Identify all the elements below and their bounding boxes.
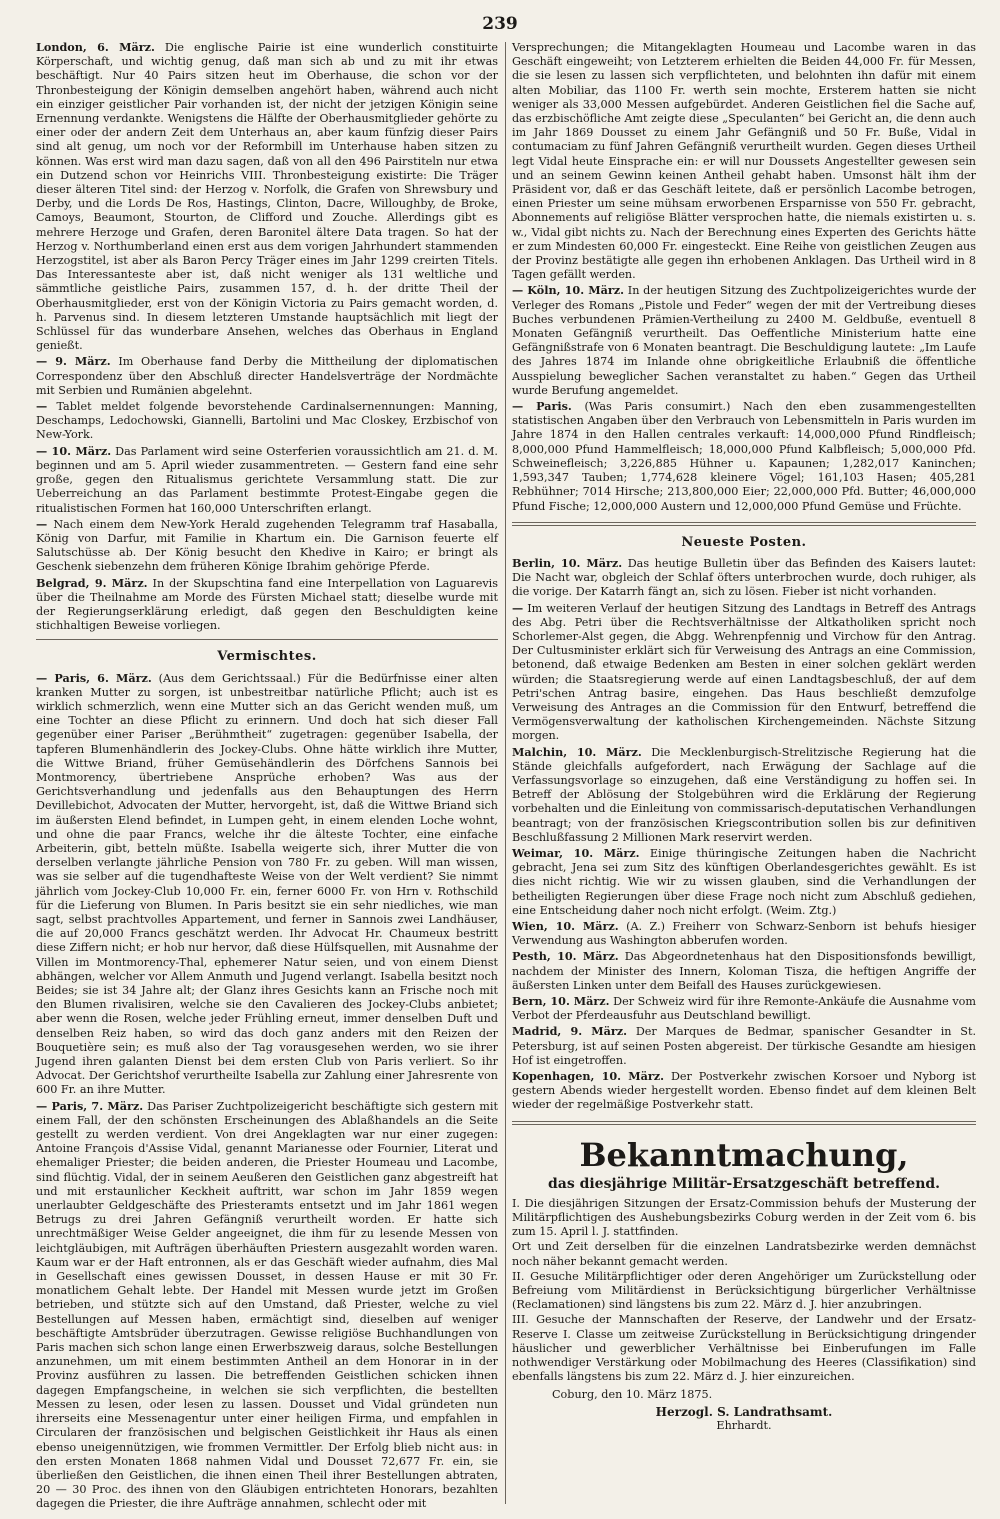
article	[512, 40, 976, 282]
announcement-signatory: Ehrhardt.	[716, 1418, 772, 1432]
article	[36, 444, 498, 516]
announcement-item: II. Gesuche Militärpflichtiger oder deren Angehöriger um Zurückstellung oder Befreiung vom Militärdienst in Berücksichtigung bürgerlicher Verhältnisse (Reclamationen) sind längstens bis zum 22. März d. J. hier anzubringen.	[512, 1269, 976, 1312]
article-text: Im weiteren Verlauf der heutigen Sitzung des Landtags in Betreff des Antrags des Abg. Petri über die Rechtsverhältnisse der Altkatholiken spricht noch Schorlemer-Alst gegen, die Abgg. Wehrenpfennig und Virchow für den Antrag. Der Cultusminister erklärt sich für Verweisung des Antrags an eine Commission, betonend, daß etwaige Bedenken am Besten in einer solchen geklärt werden würden; die Staatsregierung werde auf einen Landtagsbeschluß, der auf dem Petri'schen Antrag basire, eingehen. Das Haus beschließt demzufolge Verweisung des Antrages an die Commission für den Entwurf, betreffend die Vermögensverwaltung der katholischen Kirchengemeinden. Nächste Sitzung morgen.	[512, 601, 976, 743]
article	[36, 517, 498, 575]
article-text: Im Oberhause fand Derby die Mittheilung der diplomatischen Correspondenz über den Abschluß directer Handelsverträge der Nordmächte mit Serbien und Rumänien abgelehnt.	[36, 355, 499, 397]
article-lead: Madrid, 9. März.	[512, 1024, 628, 1039]
article	[36, 40, 498, 353]
announcement-item: I. Die diesjährigen Sitzungen der Ersatz-Commission behufs der Musterung der Militärpflichtigen des Aushebungsbezirks Coburg werden in der Zeit vom 6. bis zum 15. April l. J. stattfinden.	[512, 1196, 976, 1239]
article-lead: Kopenhagen, 10. März.	[512, 1069, 665, 1084]
article-lead: Belgrad, 9. März.	[36, 575, 148, 590]
article-lead: —	[512, 600, 524, 615]
article	[512, 1069, 976, 1113]
article-text: Das Pariser Zuchtpolizeigericht beschäftigte sich gestern mit einem Fall, der den schönsten Erscheinungen des Ablaßhandels an die Seite gestellt zu werden verdient. Von drei Angeklagten war nur einer zugegen: Antoine François d'Assise Vidal, genannt Marianesse oder Fournier, Literat und ehemaliger Priester; die beiden anderen, die Priester Houmeau und Lacombe, sind flüchtig. Vidal, der in seinem Aeußeren den Geistlichen ganz abgestreift hat und mit erstaunlicher Keckheit auftritt, war schon im Jahr 1859 wegen unerlaubter Geldgeschäfte des Priesteramts entsetzt und im Jahr 1861 wegen Betrugs zu drei Jahren Gefängniß verurtheilt worden. Er hatte sich unrechtmäßiger Weise Gelder angeeignet, die ihm für zu lesende Messen von leichtgläubigen, mit Aufträgen überhäuften Priestern ausgezahlt worden waren. Kaum war er der Haft entronnen, als er das Geschäft wieder aufnahm, dies Mal in Gesellschaft eines gewissen Dousset, in dessen Hause er mit 30 Fr. monatlichem Gehalt lebte. Der Handel mit Messen wurde jetzt im Großen betrieben, und stützte sich auf den Umstand, daß Priester, welche zu viel Bestellungen auf Messen haben, ermächtigt sind, dieselben auf weniger beschäftigte Amtsbrüder überzutragen. Gewisse religiöse Buchhandlungen von Paris machen sich schon lange einen Erwerbszweig daraus, solche Bestellungen anzunehmen, um mit einem bestimmten Antheil an dem Honorar in in der Provinz ausführen zu lassen. Die betreffenden Geistlichen schicken ihnen dagegen Empfangscheine, in welchen sie sich verpflichten, die bestellten Messen zu lesen, oder lesen zu lassen. Dousset und Vidal gründeten nun ihrerseits eine Messenagentur unter einer heiligen Firma, und empfahlen in Circularen der französischen und belgischen Geistlichkeit ihr Haus als einen ebenso uneigennützigen, wie frommen Vermittler. Der Erfolg blieb nicht aus: in den ersten Monaten 1868 nahmen Vidal und Dousset 72,677 Fr. ein, sie überließen den Geistlichen, die ihnen einen Theil ihrer Bestellungen abtraten, 20 — 30 Proc. des ihnen von den Gläubigen entrichteten Honorars, bezahlten dagegen die Priester, die ihre Aufträge annahmen, schlecht oder mit	[36, 1099, 498, 1511]
article-lead: —	[36, 399, 48, 414]
article	[36, 576, 498, 634]
article-text: Versprechungen; die Mitangeklagten Houmeau und Lacombe waren in das Geschäft eingeweiht; von Letzterem erhielten die Beiden 44,000 Fr. für Messen, die sie lesen zu lassen sich verpflichteten, und belohnten ihn dafür mit einem alten Mobiliar, das 1100 Fr. werth sein mochte, Ersterem hatten sie nicht weniger als 33,000 Messen aufgebürdet. Anderen Geistlichen fiel die Sache auf, das erzbischöfliche Amt zeigte diese „Speculanten“ bei Gericht an, die denn auch im Jahr 1869 Dousset zu einem Jahr Gefängniß und 50 Fr. Buße, Vidal in contumaciam zu fünf Jahren Gefängniß verurtheilt wurden. Gegen dieses Urtheil legt Vidal heute Einsprache ein: er will nur Doussets Angestellter gewesen sein und an seinem Gewinn keinen Antheil gehabt haben. Umsonst hält ihm der Präsident vor, daß er das Geschäft leitete, daß er persönlich Lacombe betrogen, einen Priester um seine mühsam erworbenen Ersparnisse von 550 Fr. gebracht, Abonnements auf religiöse Blätter versprochen hatte, die niemals existirten u. s. w., Vidal gibt nichts zu. Nach der Berechnung eines Experten des Gerichts hätte er zum Mindesten 60,000 Fr. eingesteckt. Eine Reihe von geistlichen Zeugen aus der Provinz bestätigte alle gegen ihn erhobenen Anklagen. Das Urtheil wird in 8 Tagen gefällt werden.	[512, 41, 976, 282]
announcement-item: Ort und Zeit derselben für die einzelnen Landratsbezirke werden demnächst noch näher bekannt gemacht werden.	[512, 1240, 976, 1268]
article-text: Die Mecklenburgisch-Strelitzische Regierung hat die Stände gleichfalls aufgefordert, nach Erwägung der Sachlage auf die Verfassungsvorlage so einzugehen, daß eine Verständigung zu hoffen sei. In Betreff der Ablösung der Stolgebühren wird die Erklärung der Regierung vorbehalten und die Einleitung von commissarisch-deputatischen Verhandlungen beantragt; von der französischen Kriegscontribution sollen bis zur definitiven Beschlußfassung 2 Millionen Mark reservirt werden.	[512, 745, 976, 844]
article	[512, 283, 976, 398]
article	[512, 949, 976, 993]
section-rule	[512, 522, 976, 526]
article-lead: — 10. März.	[36, 443, 112, 458]
article-lead: Wien, 10. März.	[512, 918, 619, 933]
article-text: Die englische Pairie ist eine wunderlich constituirte Körperschaft, und wichtig genug, daß man sich ab und zu mit ihr etwas beschäftigt. Nur 40 Pairs sitzen heut im Oberhause, die schon vor der Thronbesteigung der Königin demselben angehört haben, während auch nicht ein einziger geistlicher Pair vorhanden ist, der nicht der jetzigen Königin seine Ernennung verdankte. Wenigstens die Hälfte der Oberhausmitglieder gehörte zu einer oder der andern Zeit dem Unterhaus an, aber kaum fünfzig dieser Pairs sind alt genug, um noch vor der Reformbill im Unterhause haben sitzen zu können. Was erst wird man dazu sagen, daß von all den 496 Pairstiteln nur etwa ein Dutzend schon vor Heinrichs VIII. Thronbesteigung existirte: Die Träger dieser älteren Titel sind: der Herzog v. Norfolk, die Grafen von Shrewsbury und Derby, und die Lords De Ros, Hastings, Clinton, Dacre, Willoughby, de Broke, Camoys, Beaumont, Stourton, de Clifford und Zouche. Allerdings gibt es mehrere Herzoge und Grafen, deren Baronitel ältere Data tragen. So hat der Herzog v. Northumberland einen erst aus dem vorigen Jahrhundert stammenden Herzogstitel, ist aber als Baron Percy Träger eines im Jahr 1299 creirten Titels. Das Interessanteste aber ist, daß nicht weniger als 131 weltliche und sämmtliche geistliche Pairs, zusammen 157, d. h. der dritte Theil der Oberhausmitglieder, erst von der Königin Victoria zu Pairs gemacht worden, d. h. Parvenus sind. In diesem letzteren Umstande hauptsächlich mit liegt der Schlüssel für das wunderbare Ansehen, welches das Oberhaus in England genießt.	[36, 41, 498, 353]
column-divider	[505, 42, 506, 1504]
article-lead: —	[36, 516, 48, 531]
article-text: (Was Paris consumirt.) Nach den eben zusammengestellten statistischen Angaben über den Verbrauch von Lebensmitteln in Paris wurden im Jahre 1874 in den Hallen centrales verkauft: 14,000,000 Pfund Rindfleisch; 8,000,000 Pfund Hammelfleisch; 18,000,000 Pfund Kalbfleisch; 5,000,000 Pfd. Schweinefleisch; 3,226,885 Hühner u. Kapaunen; 1,282,017 Kaninchen; 1,593,347 Tauben; 1,774,628 kleinere Vögel; 161,103 Hasen; 405,281 Rebhühner; 7014 Hirsche; 213,800,000 Eier; 22,000,000 Pfd. Butter; 46,000,000 Pfund Fische; 12,000,000 Austern und 12,000,000 Pfund Gemüse und Früchte.	[512, 400, 976, 513]
article	[512, 1024, 976, 1068]
article-text: Tablet meldet folgende bevorstehende Cardinalsernennungen: Manning, Deschamps, Ledochowski, Giannelli, Bartolini und Mac Closkey, Erzbischof von New-York.	[36, 400, 498, 442]
article-lead: — Paris.	[512, 399, 572, 414]
article-lead: Weimar, 10. März.	[512, 845, 640, 860]
article-text: Das heutige Bulletin über das Befinden des Kaisers lautet: Die Nacht war, obgleich der Schlaf öfters unterbrochen wurde, doch ruhiger, als die vorige. Der Katarrh fängt an, sich zu lösen. Fieber ist nicht vorhanden.	[512, 556, 976, 599]
article-text: Einige thüringische Zeitungen haben die Nachricht gebracht, Jena sei zum Sitz des künftigen Oberlandesgerichtes gewählt. Es ist dies nicht richtig. Wie wir zu wissen glauben, sind die Verhandlungen der betheiligten Regierungen über diese Frage noch nicht zum Abschluß gediehen, eine Entscheidung daher noch nicht erfolgt. (Weim. Ztg.)	[512, 846, 977, 917]
article-text: In der Skupschtina fand eine Interpellation von Laguarevis über die Theilnahme am Morde des Fürsten Michael statt; dieselbe wurde mit der Regierungserklärung erledigt, daß gegen den Beschuldigten keine stichhaltigen Beweise vorliegen.	[36, 576, 498, 633]
announcement-item: III. Gesuche der Mannschaften der Reserve, der Landwehr und der Ersatz-Reserve I. Classe um zeitweise Zurückstellung in Berücksichtigung dringender häuslicher und gewerblicher Verhältnisse bei Einberufungen im Falle nothwendiger Verstärkung oder Mobilmachung des Heeres (Classifikation) sind ebenfalls längstens bis zum 22. März d. J. hier einzureichen.	[512, 1313, 976, 1384]
article-lead: — Köln, 10. März.	[512, 283, 624, 298]
section-title-neueste-posten: Neueste Posten.	[681, 534, 807, 550]
article-text: Der Schweiz wird für ihre Remonte-Ankäufe die Ausnahme vom Verbot der Pferdeausfuhr aus Deutschland bewilligt.	[512, 995, 976, 1023]
article	[36, 1099, 498, 1512]
article-lead: Pesth, 10. März.	[512, 949, 619, 964]
article-text: Der Postverkehr zwischen Korsoer und Nyborg ist gestern Abends wieder hergestellt worden. Ebenso findet auf dem kleinen Belt wieder der regelmäßige Postverkehr statt.	[512, 1070, 977, 1112]
article	[512, 601, 976, 744]
announcement-subtitle: das diesjährige Militär-Ersatzgeschäft betreffend.	[547, 1175, 941, 1192]
article-lead: Malchin, 10. März.	[512, 744, 642, 759]
article-lead: London, 6. März.	[36, 40, 155, 54]
section-rule	[512, 1121, 976, 1125]
article	[512, 994, 976, 1023]
section-rule	[36, 639, 498, 640]
right-column	[512, 40, 976, 1433]
article	[512, 919, 976, 948]
announcement-date: Coburg, den 10. März 1875.	[552, 1388, 713, 1402]
article	[512, 846, 976, 918]
announcement-authority: Herzogl. S. Landrathsamt.	[655, 1404, 833, 1419]
article-text: Nach einem dem New-York Herald zugehenden Telegramm traf Hasaballa, König von Darfur, mit Familie in Khartum ein. Die Garnison feuerte elf Salutschüsse ab. Der König besucht den Khedive in Kairo; er bringt als Geschenk siebenzehn dem früheren Könige Ibrahim gehörige Pferde.	[36, 517, 498, 574]
article	[512, 399, 976, 514]
article-text: (A. Z.) Freiherr von Schwarz-Senborn ist behufs hiesiger Verwendung aus Washington abberufen worden.	[512, 919, 976, 948]
article-lead: — Paris, 6. März.	[36, 670, 152, 685]
section-title-vermischtes: Vermischtes.	[217, 649, 317, 665]
article	[512, 745, 976, 845]
article	[36, 671, 498, 1098]
article-lead: — Paris, 7. März.	[36, 1098, 144, 1113]
left-column	[36, 40, 498, 1512]
announcement-title: Bekanntmachung,	[579, 1135, 909, 1174]
article-text: Das Parlament wird seine Osterferien voraussichtlich am 21. d. M. beginnen und am 5. April wieder zusammentreten. — Gestern fand eine sehr große, gegen den Ritualismus gerichtete Versammlung statt. Die zur Ueberreichung an das Parlament bestimmte Protest-Eingabe gegen die ritualistischen Formen hat 160,000 Unterschriften erlangt.	[36, 444, 498, 515]
article-lead: Berlin, 10. März.	[512, 555, 623, 570]
article-text: Das Abgeordnetenhaus hat den Dispositionsfonds bewilligt, nachdem der Minister des Innern, Koloman Tisza, die heftigen Angriffe der äußersten Linken unter dem Beifall des Hauses zurückgewiesen.	[512, 950, 976, 992]
page-number: 239	[482, 14, 518, 34]
article	[36, 399, 498, 443]
article-lead: — 9. März.	[36, 354, 111, 369]
announcement	[512, 1135, 976, 1433]
article-text: Der Marques de Bedmar, spanischer Gesandter in St. Petersburg, ist auf seinen Posten abgereist. Der türkische Gesandte am hiesigen Hof ist eingetroffen.	[512, 1025, 977, 1067]
article	[36, 354, 498, 398]
article-lead: Bern, 10. März.	[512, 994, 610, 1008]
article	[512, 556, 976, 600]
article-text: (Aus dem Gerichtssaal.) Für die Bedürfnisse einer alten kranken Mutter zu sorgen, ist unbestreitbar natürliche Pflicht; auch ist es wirklich schmerzlich, wenn eine Mutter sich an das Gericht wenden muß, um eine Tochter an diese Pflicht zu erinnern. Und doch hat sich dieser Fall gegenüber einer Pariser „Berühmtheit“ zugetragen: gegenüber Isabella, der tapferen Blumenhändlerin des Jockey-Clubs. Ohne hätte wirklich ihre Mutter, die Wittwe Briand, früher Gemüsehändlerin des Dörfchens Sannois bei Montmorency, übertriebene Ansprüche erhoben? Was aus der Gerichtsverhandlung und jedenfalls aus den Behauptungen des Herrn Devillebichot, Advocaten der Mutter, hervorgeht, ist, daß die Wittwe Briand sich im äußersten Elend befindet, in Lumpen geht, in einem elenden Loche wohnt, und ohne die paar Francs, welche ihr die älteste Tochter, eine einfache Arbeiterin, gibt, betteln müßte. Isabella weigerte sich, ihrer Mutter die von derselben verlangte jährliche Pension von 780 Fr. zu geben. Will man wissen, was sie selber auf die tugendhafteste Weise von der Welt verdient? Sie nimmt jährlich vom Jockey-Club 10,000 Fr. ein, ferner 6000 Fr. von Hrn v. Rothschild für die Lieferung von Blumen. In Paris besitzt sie ein sehr niedliches, wie man sagt, selbst prachtvolles Appartement, und ferner in Sannois zwei Landhäuser, die auf 20,000 Francs geschätzt werden. Ihr Advocat Hr. Chaumeux bestritt diese Ziffern nicht; er hob nur hervor, daß diese Hülfsquellen, mit Ausnahme der Villen im Montmorency-Thal, ephemerer Natur seien, und von einem Dienst abhängen, welcher vor Allem Anmuth und Jugend verlangt. Isabella besitzt noch Beides; sie ist 34 Jahre alt; der Glanz ihres Gesichts kann an Frische noch mit den Blumen rivalisiren, welche sie den Cavalieren des Jockey-Clubs anbietet; aber wenn die Rosen, welche jeder Frühling erneut, immer denselben Duft und denselben Reiz haben, so wird das doch ganz anders mit den Reizen der Bouquetière sein; es muß also der Tag vorausgesehen werden, wo sie ihrer Jugend ihren galanten Dienst bei dem ersten Club von Paris verliert. So ihr Advocat. Der Gerichtshof verurtheilte Isabella zur Zahlung einer Jahresrente von 600 Fr. an ihre Mutter.	[36, 671, 498, 1097]
article-text: In der heutigen Sitzung des Zuchtpolizeigerichtes wurde der Verleger des Romans „Pistole und Feder“ wegen der mit der Vertreibung dieses Buches verbundenen Prämien-Vertheilung zu 2400 M. Geldbuße, eventuell 8 Monaten Gefängniß verurtheilt. Das Oeffentliche Ministerium hatte eine Gefängnißstrafe von 6 Monaten beantragt. Die Beschuldigung lautete: „Im Laufe des Jahres 1874 im Inlande ohne obrigkeitliche Erlaubniß die öffentliche Ausspielung beweglicher Sachen veranstaltet zu haben.“ Gegen das Urtheil wurde Berufung angemeldet.	[512, 284, 976, 397]
